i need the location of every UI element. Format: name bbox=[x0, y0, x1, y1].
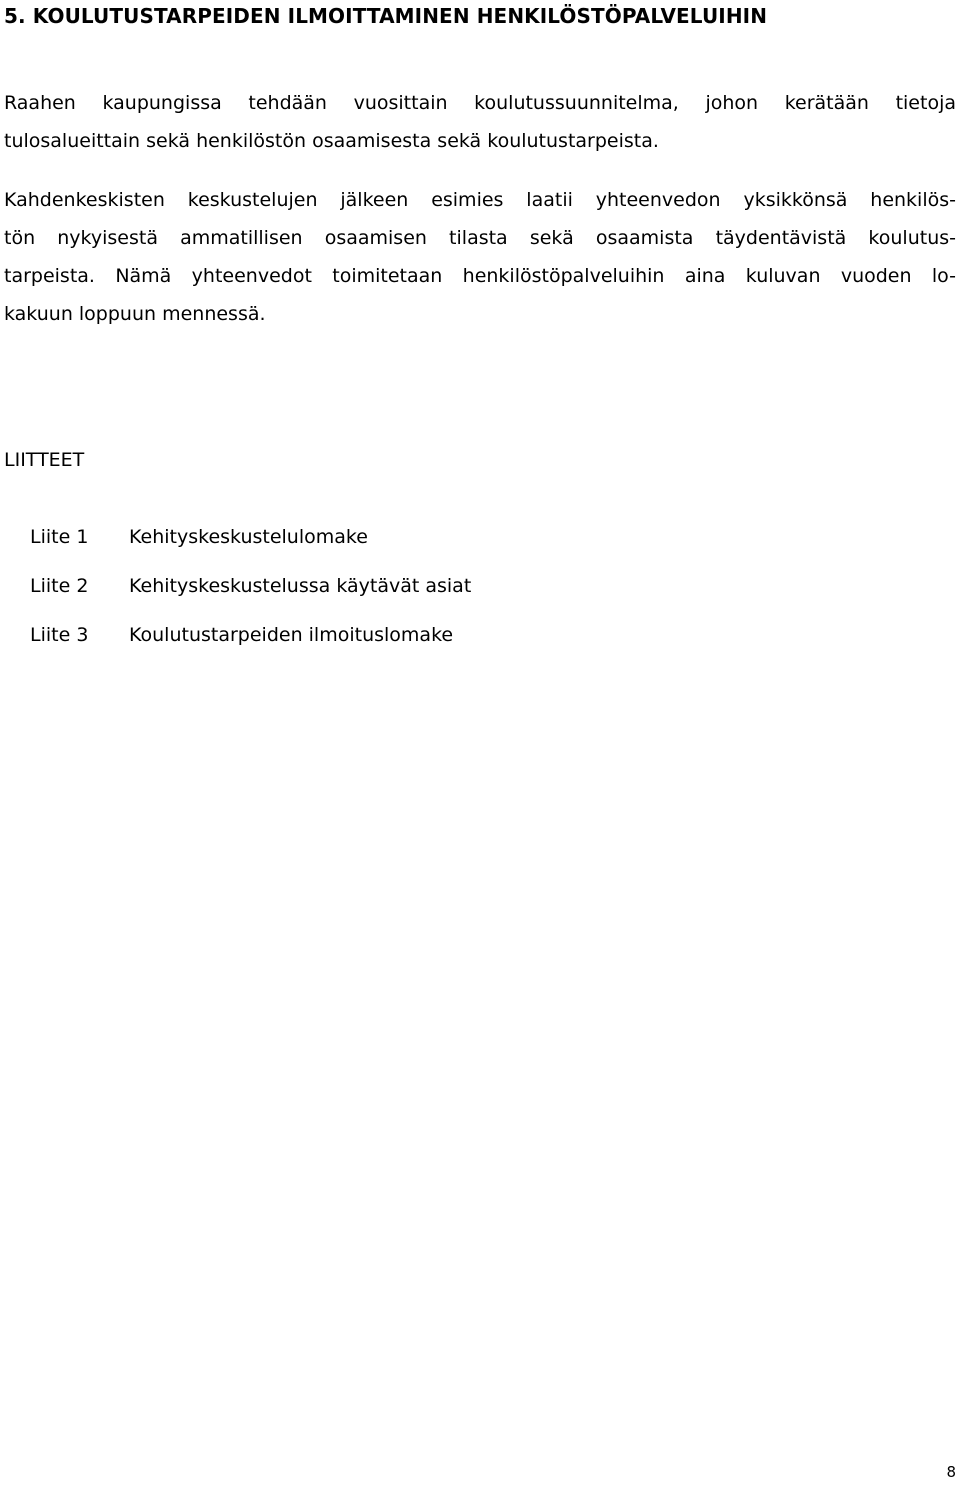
attachment-item bbox=[30, 573, 471, 622]
attachments-heading: LIITTEET bbox=[4, 449, 85, 471]
paragraph-training-plan bbox=[4, 84, 956, 160]
paragraph-line: Raahen kaupungissa tehdään vuosittain koulutussuunnitelma, johon kerätään tietoja bbox=[4, 92, 956, 114]
paragraph-line: Kahdenkeskisten keskustelujen jälkeen esimies laatii yhteenvedon yksikkönsä henkilös- bbox=[4, 189, 956, 211]
attachment-title: Kehityskeskustelulomake bbox=[129, 526, 368, 548]
paragraph-line: kakuun loppuun mennessä. bbox=[4, 303, 266, 325]
attachment-title: Kehityskeskustelussa käytävät asiat bbox=[129, 575, 472, 597]
paragraph-line: tön nykyisestä ammatillisen osaamisen tilasta sekä osaamista täydentävistä koulutus- bbox=[4, 227, 956, 249]
attachment-title: Koulutustarpeiden ilmoituslomake bbox=[129, 624, 454, 646]
page-number: 8 bbox=[946, 1463, 956, 1481]
paragraph-line: tarpeista. Nämä yhteenvedot toimitetaan henkilöstöpalveluihin aina kuluvan vuoden lo- bbox=[4, 265, 956, 287]
paragraph-summary bbox=[4, 181, 956, 333]
attachments-list bbox=[30, 524, 471, 671]
section-heading: 5. KOULUTUSTARPEIDEN ILMOITTAMINEN HENKILÖSTÖPALVELUIHIN bbox=[4, 4, 768, 28]
attachment-item bbox=[30, 622, 471, 671]
attachment-label: Liite 2 bbox=[30, 575, 89, 597]
paragraph-line: tulosalueittain sekä henkilöstön osaamisesta sekä koulutustarpeista. bbox=[4, 130, 659, 152]
attachment-label: Liite 3 bbox=[30, 624, 89, 646]
attachment-item bbox=[30, 524, 471, 573]
attachment-label: Liite 1 bbox=[30, 526, 89, 548]
